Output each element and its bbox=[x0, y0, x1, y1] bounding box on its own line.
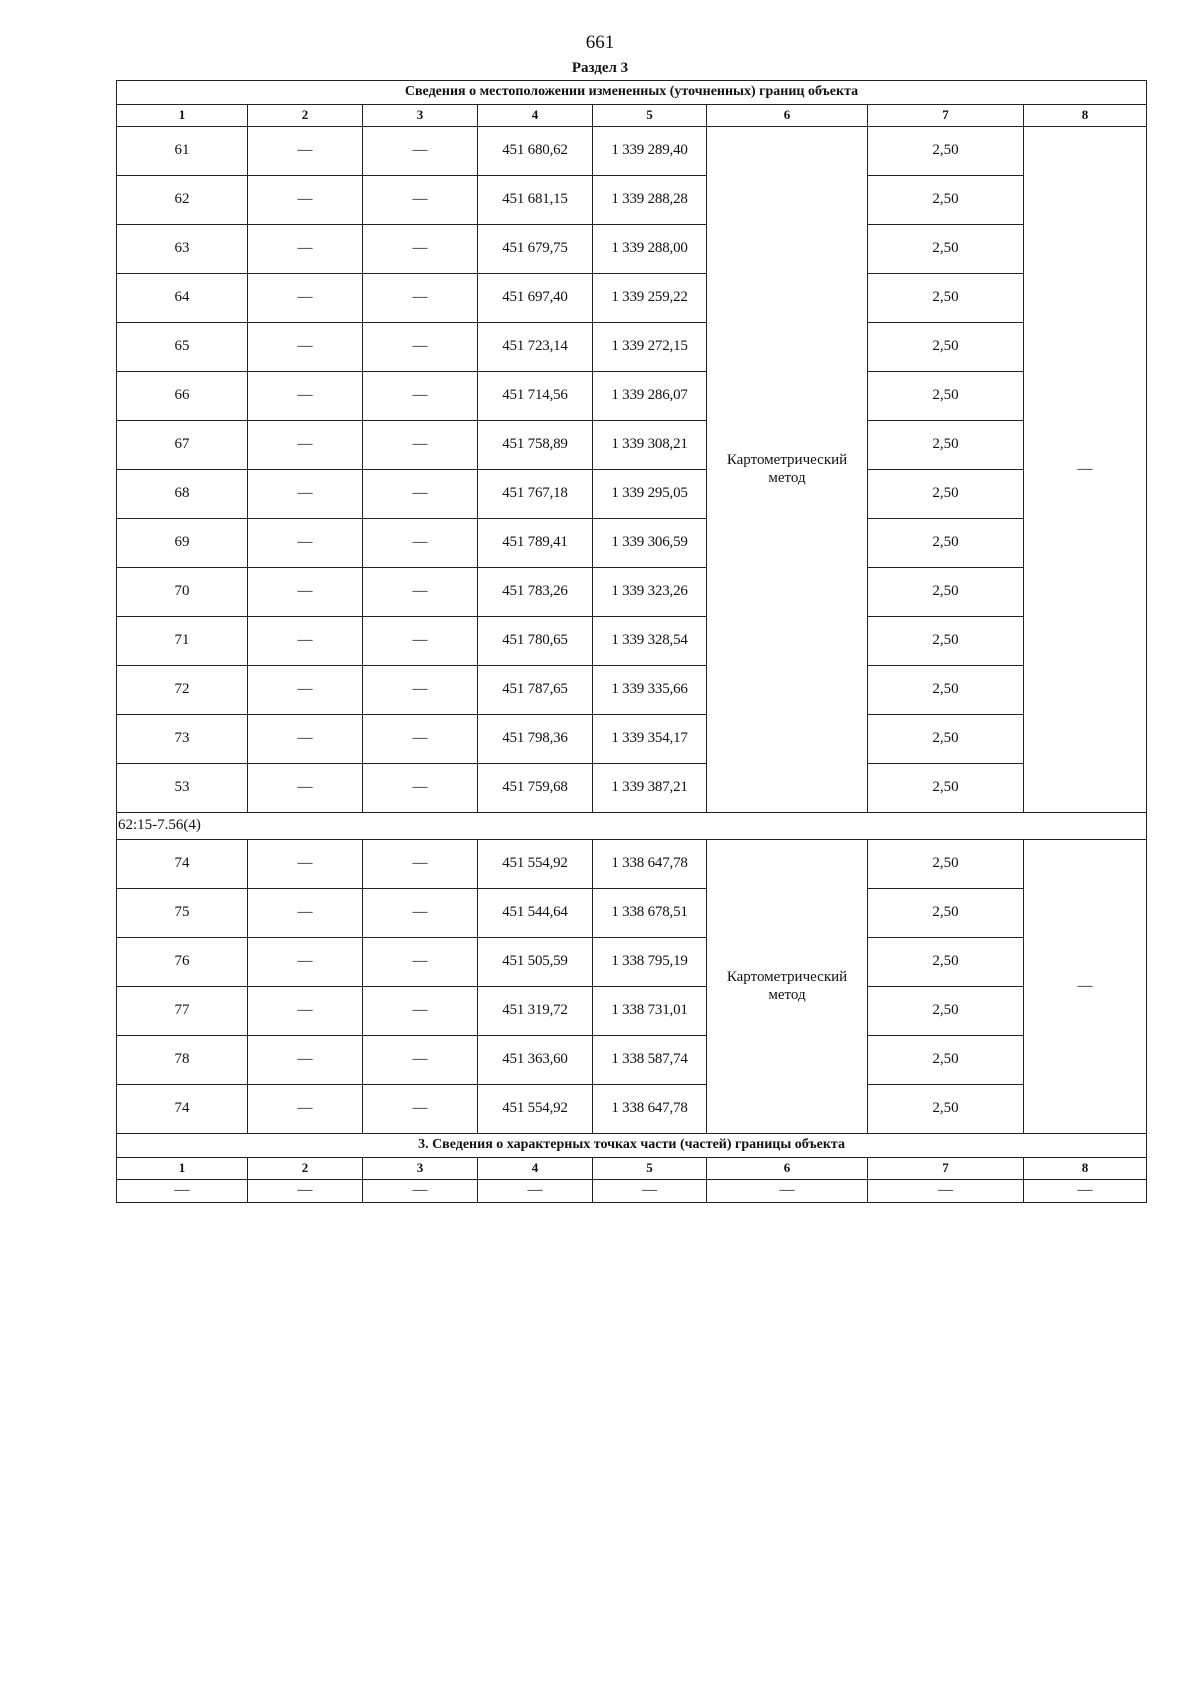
col3-cell: — bbox=[363, 372, 478, 421]
accuracy-cell: 2,50 bbox=[868, 372, 1024, 421]
table-row bbox=[117, 1085, 1147, 1134]
y-coordinate-cell: 1 339 259,22 bbox=[593, 274, 707, 323]
col3-cell: — bbox=[363, 764, 478, 813]
y-coordinate-cell: 1 339 288,00 bbox=[593, 225, 707, 274]
col2-cell: — bbox=[248, 225, 363, 274]
point-number-cell: 75 bbox=[117, 889, 248, 938]
x-coordinate-cell: 451 363,60 bbox=[478, 1036, 593, 1085]
column-number: 5 bbox=[593, 1158, 707, 1180]
x-coordinate-cell: 451 319,72 bbox=[478, 987, 593, 1036]
accuracy-cell: 2,50 bbox=[868, 987, 1024, 1036]
x-coordinate-cell: 451 505,59 bbox=[478, 938, 593, 987]
col2-cell: — bbox=[248, 889, 363, 938]
col3-cell: — bbox=[363, 519, 478, 568]
table-row bbox=[117, 987, 1147, 1036]
point-number-cell: 61 bbox=[117, 127, 248, 176]
accuracy-cell: 2,50 bbox=[868, 323, 1024, 372]
accuracy-cell: 2,50 bbox=[868, 840, 1024, 889]
col3-cell: — bbox=[363, 470, 478, 519]
col3-cell: — bbox=[363, 176, 478, 225]
column-number: 2 bbox=[248, 105, 363, 127]
y-coordinate-cell: 1 339 306,59 bbox=[593, 519, 707, 568]
table-row bbox=[117, 1036, 1147, 1085]
point-number-cell: 74 bbox=[117, 1085, 248, 1134]
table-row bbox=[117, 127, 1147, 176]
accuracy-cell: 2,50 bbox=[868, 568, 1024, 617]
point-number-cell: 68 bbox=[117, 470, 248, 519]
col2-cell: — bbox=[248, 938, 363, 987]
y-coordinate-cell: 1 338 647,78 bbox=[593, 1085, 707, 1134]
point-number-cell: 74 bbox=[117, 840, 248, 889]
y-coordinate-cell: 1 338 587,74 bbox=[593, 1036, 707, 1085]
table-row bbox=[117, 568, 1147, 617]
column-number: 3 bbox=[363, 105, 478, 127]
point-number-cell: 73 bbox=[117, 715, 248, 764]
accuracy-cell: 2,50 bbox=[868, 274, 1024, 323]
col3-cell: — bbox=[363, 840, 478, 889]
group-label-row bbox=[117, 813, 1147, 840]
table-row bbox=[117, 225, 1147, 274]
col2-cell: — bbox=[248, 987, 363, 1036]
col2-cell: — bbox=[248, 421, 363, 470]
x-coordinate-cell: 451 798,36 bbox=[478, 715, 593, 764]
method-cell: Картометрический метод bbox=[707, 127, 868, 813]
part-empty-row bbox=[117, 1180, 1147, 1203]
group-label: 62:15-7.56(4) bbox=[117, 813, 1147, 840]
x-coordinate-cell: 451 723,14 bbox=[478, 323, 593, 372]
col3-cell: — bbox=[363, 1085, 478, 1134]
col3-cell: — bbox=[363, 938, 478, 987]
x-coordinate-cell: 451 787,65 bbox=[478, 666, 593, 715]
y-coordinate-cell: 1 339 289,40 bbox=[593, 127, 707, 176]
part-column-number-row bbox=[117, 1158, 1147, 1180]
column-number: 7 bbox=[868, 105, 1024, 127]
accuracy-cell: 2,50 bbox=[868, 1085, 1024, 1134]
x-coordinate-cell: 451 697,40 bbox=[478, 274, 593, 323]
point-number-cell: 67 bbox=[117, 421, 248, 470]
accuracy-cell: 2,50 bbox=[868, 421, 1024, 470]
x-coordinate-cell: 451 783,26 bbox=[478, 568, 593, 617]
accuracy-cell: 2,50 bbox=[868, 889, 1024, 938]
table-row bbox=[117, 372, 1147, 421]
table-row bbox=[117, 764, 1147, 813]
y-coordinate-cell: 1 338 647,78 bbox=[593, 840, 707, 889]
empty-cell: — bbox=[707, 1180, 868, 1203]
empty-cell: — bbox=[363, 1180, 478, 1203]
x-coordinate-cell: 451 554,92 bbox=[478, 1085, 593, 1134]
x-coordinate-cell: 451 554,92 bbox=[478, 840, 593, 889]
column-number: 6 bbox=[707, 105, 868, 127]
table-row bbox=[117, 889, 1147, 938]
empty-cell: — bbox=[593, 1180, 707, 1203]
accuracy-cell: 2,50 bbox=[868, 764, 1024, 813]
point-number-cell: 62 bbox=[117, 176, 248, 225]
x-coordinate-cell: 451 789,41 bbox=[478, 519, 593, 568]
column-number: 8 bbox=[1024, 1158, 1147, 1180]
empty-cell: — bbox=[1024, 1180, 1147, 1203]
col3-cell: — bbox=[363, 666, 478, 715]
point-number-cell: 77 bbox=[117, 987, 248, 1036]
table-row bbox=[117, 176, 1147, 225]
point-number-cell: 78 bbox=[117, 1036, 248, 1085]
col3-cell: — bbox=[363, 323, 478, 372]
y-coordinate-cell: 1 338 731,01 bbox=[593, 987, 707, 1036]
x-coordinate-cell: 451 679,75 bbox=[478, 225, 593, 274]
method-cell: Картометрический метод bbox=[707, 840, 868, 1134]
x-coordinate-cell: 451 680,62 bbox=[478, 127, 593, 176]
y-coordinate-cell: 1 339 272,15 bbox=[593, 323, 707, 372]
accuracy-cell: 2,50 bbox=[868, 666, 1024, 715]
x-coordinate-cell: 451 681,15 bbox=[478, 176, 593, 225]
col3-cell: — bbox=[363, 127, 478, 176]
x-coordinate-cell: 451 767,18 bbox=[478, 470, 593, 519]
x-coordinate-cell: 451 759,68 bbox=[478, 764, 593, 813]
col3-cell: — bbox=[363, 274, 478, 323]
y-coordinate-cell: 1 338 678,51 bbox=[593, 889, 707, 938]
y-coordinate-cell: 1 339 323,26 bbox=[593, 568, 707, 617]
col2-cell: — bbox=[248, 176, 363, 225]
table-row bbox=[117, 519, 1147, 568]
empty-cell: — bbox=[248, 1180, 363, 1203]
accuracy-cell: 2,50 bbox=[868, 176, 1024, 225]
column-number: 7 bbox=[868, 1158, 1024, 1180]
col2-cell: — bbox=[248, 715, 363, 764]
table-caption-row bbox=[117, 81, 1147, 105]
col2-cell: — bbox=[248, 840, 363, 889]
col8-cell: — bbox=[1024, 127, 1147, 813]
accuracy-cell: 2,50 bbox=[868, 715, 1024, 764]
accuracy-cell: 2,50 bbox=[868, 225, 1024, 274]
empty-cell: — bbox=[478, 1180, 593, 1203]
y-coordinate-cell: 1 339 354,17 bbox=[593, 715, 707, 764]
point-number-cell: 70 bbox=[117, 568, 248, 617]
accuracy-cell: 2,50 bbox=[868, 127, 1024, 176]
col2-cell: — bbox=[248, 617, 363, 666]
accuracy-cell: 2,50 bbox=[868, 1036, 1024, 1085]
col2-cell: — bbox=[248, 568, 363, 617]
point-number-cell: 65 bbox=[117, 323, 248, 372]
table-row bbox=[117, 938, 1147, 987]
column-number: 4 bbox=[478, 1158, 593, 1180]
table-row bbox=[117, 715, 1147, 764]
y-coordinate-cell: 1 339 335,66 bbox=[593, 666, 707, 715]
table-row bbox=[117, 617, 1147, 666]
accuracy-cell: 2,50 bbox=[868, 938, 1024, 987]
column-number: 6 bbox=[707, 1158, 868, 1180]
y-coordinate-cell: 1 339 328,54 bbox=[593, 617, 707, 666]
col3-cell: — bbox=[363, 617, 478, 666]
col3-cell: — bbox=[363, 225, 478, 274]
y-coordinate-cell: 1 339 387,21 bbox=[593, 764, 707, 813]
y-coordinate-cell: 1 339 286,07 bbox=[593, 372, 707, 421]
x-coordinate-cell: 451 780,65 bbox=[478, 617, 593, 666]
table-row bbox=[117, 274, 1147, 323]
point-number-cell: 69 bbox=[117, 519, 248, 568]
col8-cell: — bbox=[1024, 840, 1147, 1134]
page-number: 661 bbox=[585, 32, 615, 53]
col2-cell: — bbox=[248, 127, 363, 176]
boundary-table bbox=[116, 80, 1147, 1203]
table-row bbox=[117, 840, 1147, 889]
col3-cell: — bbox=[363, 987, 478, 1036]
y-coordinate-cell: 1 338 795,19 bbox=[593, 938, 707, 987]
x-coordinate-cell: 451 714,56 bbox=[478, 372, 593, 421]
column-number: 5 bbox=[593, 105, 707, 127]
col2-cell: — bbox=[248, 764, 363, 813]
col2-cell: — bbox=[248, 470, 363, 519]
x-coordinate-cell: 451 544,64 bbox=[478, 889, 593, 938]
col2-cell: — bbox=[248, 1085, 363, 1134]
part-caption-row bbox=[117, 1134, 1147, 1158]
point-number-cell: 66 bbox=[117, 372, 248, 421]
accuracy-cell: 2,50 bbox=[868, 470, 1024, 519]
column-number: 3 bbox=[363, 1158, 478, 1180]
col3-cell: — bbox=[363, 715, 478, 764]
col3-cell: — bbox=[363, 1036, 478, 1085]
point-number-cell: 72 bbox=[117, 666, 248, 715]
table-row bbox=[117, 421, 1147, 470]
col2-cell: — bbox=[248, 323, 363, 372]
y-coordinate-cell: 1 339 308,21 bbox=[593, 421, 707, 470]
table-row bbox=[117, 323, 1147, 372]
y-coordinate-cell: 1 339 288,28 bbox=[593, 176, 707, 225]
col3-cell: — bbox=[363, 889, 478, 938]
part-caption: 3. Сведения о характерных точках части (частей) границы объекта bbox=[117, 1134, 1147, 1158]
column-number: 8 bbox=[1024, 105, 1147, 127]
point-number-cell: 71 bbox=[117, 617, 248, 666]
empty-cell: — bbox=[117, 1180, 248, 1203]
point-number-cell: 63 bbox=[117, 225, 248, 274]
column-number-row bbox=[117, 105, 1147, 127]
col2-cell: — bbox=[248, 666, 363, 715]
column-number: 2 bbox=[248, 1158, 363, 1180]
column-number: 4 bbox=[478, 105, 593, 127]
col3-cell: — bbox=[363, 421, 478, 470]
point-number-cell: 53 bbox=[117, 764, 248, 813]
empty-cell: — bbox=[868, 1180, 1024, 1203]
accuracy-cell: 2,50 bbox=[868, 617, 1024, 666]
point-number-cell: 64 bbox=[117, 274, 248, 323]
column-number: 1 bbox=[117, 1158, 248, 1180]
accuracy-cell: 2,50 bbox=[868, 519, 1024, 568]
col2-cell: — bbox=[248, 274, 363, 323]
table-row bbox=[117, 666, 1147, 715]
column-number: 1 bbox=[117, 105, 248, 127]
y-coordinate-cell: 1 339 295,05 bbox=[593, 470, 707, 519]
x-coordinate-cell: 451 758,89 bbox=[478, 421, 593, 470]
point-number-cell: 76 bbox=[117, 938, 248, 987]
table-caption: Сведения о местоположении измененных (уточненных) границ объекта bbox=[117, 81, 1147, 105]
col3-cell: — bbox=[363, 568, 478, 617]
col2-cell: — bbox=[248, 372, 363, 421]
col2-cell: — bbox=[248, 519, 363, 568]
col2-cell: — bbox=[248, 1036, 363, 1085]
section-title: Раздел 3 bbox=[571, 60, 629, 76]
table-row bbox=[117, 470, 1147, 519]
